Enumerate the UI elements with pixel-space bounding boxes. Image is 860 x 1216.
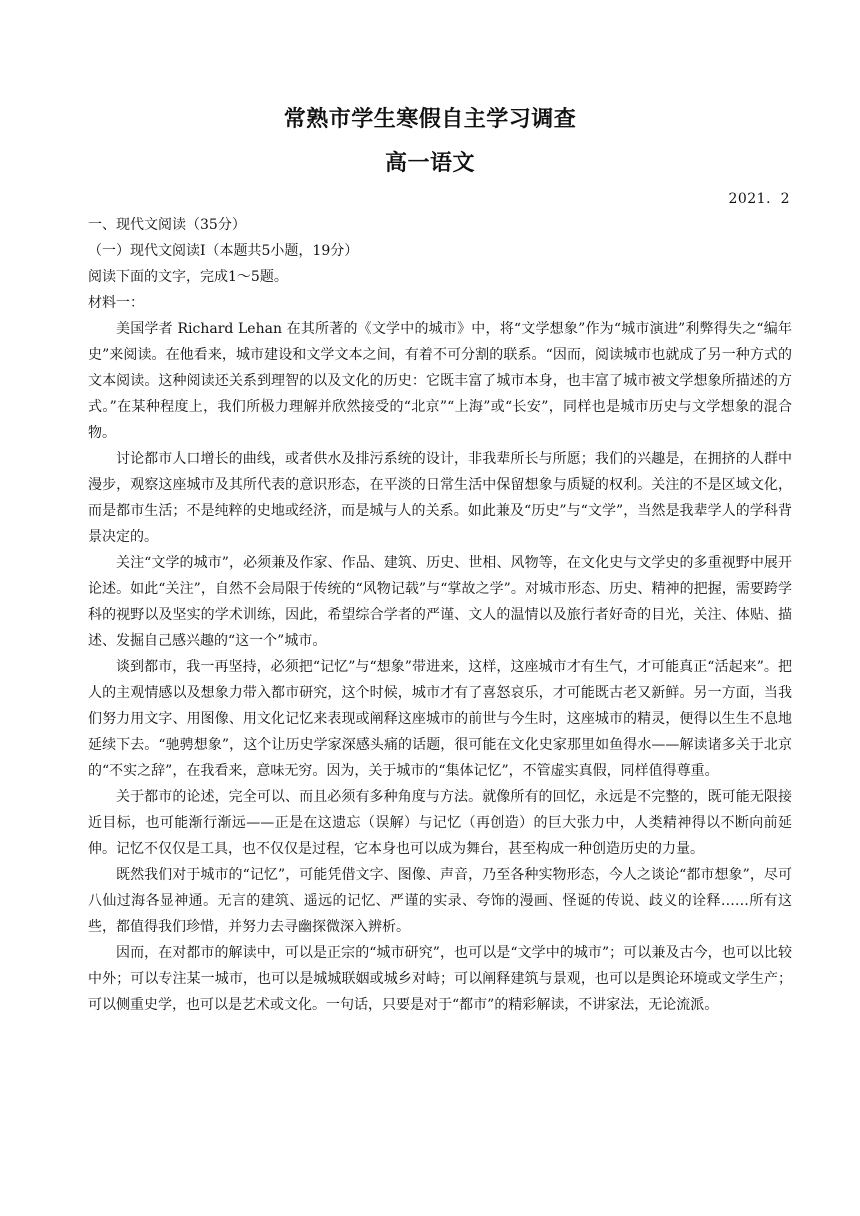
paragraph: 既然我们对于城市的“记忆”，可能凭借文字、图像、声音，乃至各种实物形态，今人之谈论“都市想象”，尽可八仙过海各显神通。无言的建筑、遥远的记忆、严谨的实录、夸饰的漫画、怪诞的传说、歧义的诠释……所有这些，都值得我们珍惜，并努力去寻幽探微深入辨析。 — [88, 867, 792, 935]
reading-instruction: 阅读下面的文字，完成1～5题。 — [88, 269, 288, 285]
section-heading: 一、现代文阅读（35分） — [88, 217, 246, 233]
paragraph: 关于都市的论述，完全可以、而且必须有多种角度与方法。就像所有的回忆，永远是不完整的，既可能无限接近目标，也可能渐行渐远——正是在这遗忘（误解）与记忆（再创造）的巨大张力中，人类精神得以不断向前延伸。记忆不仅仅是工具，也不仅仅是过程，它本身也可以成为舞台，甚至构成一种创造历史的力量。 — [88, 789, 792, 857]
paragraph: 因而，在对都市的解读中，可以是正宗的“城市研究”，也可以是“文学中的城市”；可以兼及古今，也可以比较中外；可以专注某一城市，也可以是城城联姻或城乡对峙；可以阐释建筑与景观，也可以是舆论环境或文学生产；可以侧重史学，也可以是艺术或文化。一句话，只要是对于“都市”的精彩解读，不讲家法，无论流派。 — [88, 945, 792, 1013]
material-label: 材料一： — [88, 295, 144, 311]
paragraph: 关注“文学的城市”，必须兼及作家、作品、建筑、历史、世相、风物等，在文化史与文学史的多重视野中展开论述。如此“关注”，自然不会局限于传统的“风物记载”与“掌故之学”。对城市形态、历史、精神的把握，需要跨学科的视野以及坚实的学术训练，因此，希望综合学者的严谨、文人的温情以及旅行者好奇的目光，关注、体贴、描述、发掘自己感兴趣的“这一个”城市。 — [88, 555, 792, 649]
paragraph: 美国学者 Richard Lehan 在其所著的《文学中的城市》中，将“文学想象”作为“城市演进”利弊得失之“编年史”来阅读。在他看来，城市建设和文学文本之间，有着不可分割的联系。“因而，阅读城市也就成了另一种方式的文本阅读。这种阅读还关系到理智的以及文化的历史：它既丰富了城市本身，也丰富了城市被文学想象所描述的方式。”在某种程度上，我们所极力理解并欣然接受的“北京”“上海”或“长安”，同样也是城市历史与文学想象的混合物。 — [88, 321, 792, 441]
section-subheading: （一）现代文阅读Ⅰ（本题共5小题，19分） — [88, 243, 359, 259]
paragraph: 讨论都市人口增长的曲线，或者供水及排污系统的设计，非我辈所长与所愿；我们的兴趣是，在拥挤的人群中漫步，观察这座城市及其所代表的意识形态，在平淡的日常生活中保留想象与质疑的权利。关注的不是区域文化，而是都市生活；不是纯粹的史地或经济，而是城与人的关系。如此兼及“历史”与“文学”，当然是我辈学人的学科背景决定的。 — [88, 451, 792, 545]
subject-title: 高一语文 — [384, 150, 475, 176]
paragraph: 谈到都市，我一再坚持，必须把“记忆”与“想象”带进来，这样，这座城市才有生气，才可能真正“活起来”。把人的主观情感以及想象力带入都市研究，这个时候，城市才有了喜怒哀乐，才可能既古老又新鲜。另一方面，当我们努力用文字、用图像、用文化记忆来表现或阐释这座城市的前世与今生时，这座城市的精灵，便得以生生不息地延续下去。“驰骋想象”，这个让历史学家深感头痛的话题，很可能在文化史家那里如鱼得水——解读诸多关于北京的“不实之辞”，在我看来，意味无穷。因为，关于城市的“集体记忆”，不管虚实真假，同样值得尊重。 — [88, 659, 792, 779]
exam-title: 常熟市学生寒假自主学习调查 — [283, 106, 577, 132]
reading-section — [88, 212, 792, 1018]
exam-date: 2021．2 — [728, 191, 790, 207]
